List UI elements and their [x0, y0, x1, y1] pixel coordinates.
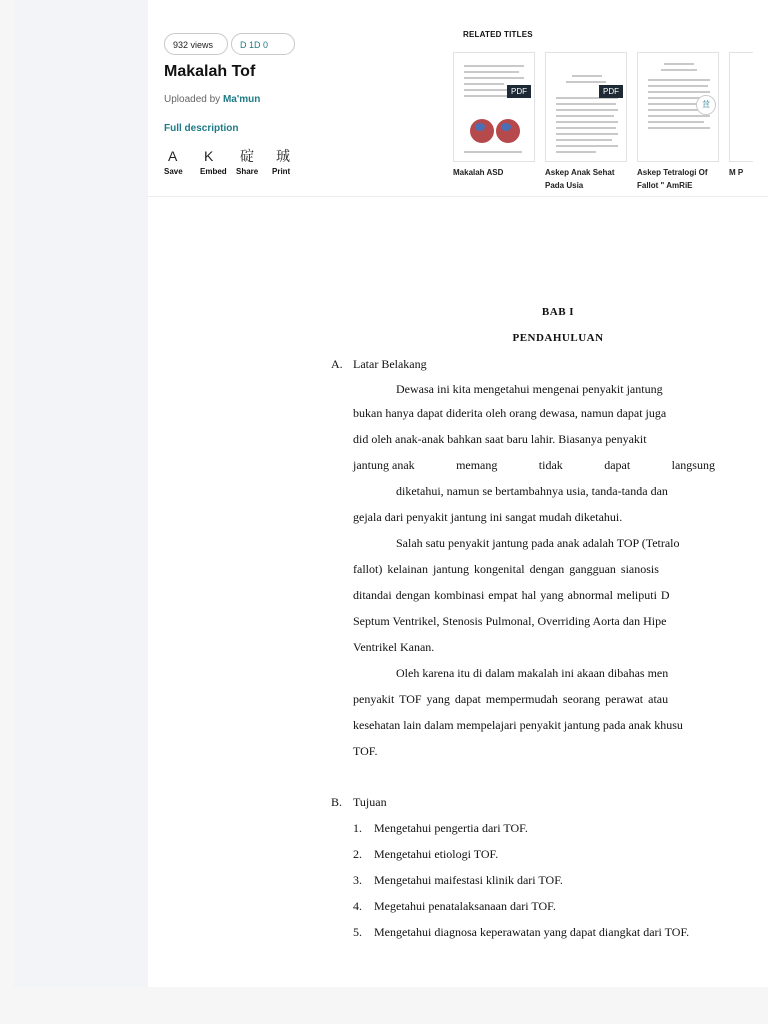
paragraph-line: Dewasa ini kita mengetahui mengenai penyakit jantung [396, 382, 663, 396]
document-viewer [148, 0, 768, 987]
list-item: Megetahui penatalaksanaan dari TOF. [374, 899, 556, 913]
full-description-link[interactable]: Full description [164, 123, 239, 134]
list-item: Mengetahui maifestasi klinik dari TOF. [374, 873, 563, 887]
views-count: 932 views [164, 33, 228, 55]
related-item-title: Makalah ASD [453, 168, 504, 177]
document-thumbnail [637, 52, 719, 162]
related-item-title: Askep Tetralogi Of Fallot " AmRiE [637, 168, 708, 190]
related-item[interactable] [637, 52, 719, 192]
related-item[interactable] [453, 52, 535, 179]
vote-buttons[interactable]: D 1D 0 [231, 33, 295, 55]
embed-label: Embed [200, 167, 227, 176]
list-item: Mengetahui diagnosa keperawatan yang dapat diangkat dari TOF. [374, 925, 690, 939]
paragraph-line: Ventrikel Kanan. [353, 640, 435, 654]
save-icon: A [168, 148, 178, 164]
word: jantung anak [353, 458, 415, 472]
related-item-title: Askep Anak Sehat Pada Usia [545, 168, 615, 190]
related-item[interactable] [545, 52, 627, 192]
save-button[interactable] [164, 148, 200, 176]
heart-illustration [468, 115, 522, 145]
left-rail [14, 0, 148, 987]
share-icon: 碇 [240, 148, 254, 164]
pdf-badge: PDF [599, 85, 623, 98]
share-label: Share [236, 167, 259, 176]
chapter-number: BAB I [541, 306, 575, 318]
save-label: Save [164, 167, 183, 176]
paragraph-line: did oleh anak-anak bahkan saat baru lahir. Biasanya penyakit [353, 432, 647, 446]
chapter-title: PENDAHULUAN [512, 332, 604, 344]
loading-badge: 荁 [696, 95, 716, 115]
paragraph-line: fallot) kelainan jantung kongenital dengan gangguan sianosis [353, 562, 659, 576]
paragraph-line: Salah satu penyakit jantung pada anak adalah TOP (Tetralo [396, 536, 680, 550]
related-titles-heading: RELATED TITLES [463, 30, 533, 39]
paragraph-line: Septum Ventrikel, Stenosis Pulmonal, Overriding Aorta dan Hipe [353, 614, 667, 628]
share-button[interactable] [236, 148, 272, 176]
word: tidak [538, 458, 563, 472]
list-item: Mengetahui pengertia dari TOF. [374, 821, 528, 835]
document-thumbnail [453, 52, 535, 162]
list-number: 4. [353, 899, 362, 913]
paragraph-line: kesehatan lain dalam mempelajari penyakit jantung pada anak khusu [353, 718, 683, 732]
pdf-badge: PDF [507, 85, 531, 98]
section-title: Tujuan [353, 795, 387, 809]
document-thumbnail [729, 52, 753, 162]
paragraph-line: penyakit TOF yang dapat mempermudah seorang perawat atau [353, 692, 669, 706]
paragraph-line: TOF. [353, 744, 378, 758]
embed-button[interactable] [200, 148, 236, 176]
print-icon: 珹 [276, 148, 290, 164]
word: dapat [604, 458, 631, 472]
header-divider [148, 196, 768, 197]
paragraph-line: ditandai dengan kombinasi empat hal yang abnormal meliputi D [353, 588, 670, 602]
section-title: Latar Belakang [353, 357, 427, 371]
related-item-title: M P [729, 168, 744, 177]
paragraph-line: Oleh karena itu di dalam makalah ini akaan dibahas men [396, 666, 669, 680]
uploader-link[interactable]: Ma'mun [222, 94, 261, 105]
list-number: 2. [353, 847, 362, 861]
list-number: 3. [353, 873, 362, 887]
paragraph-line: diketahui, namun se bertambahnya usia, tanda-tanda dan [396, 484, 668, 498]
document-thumbnail [545, 52, 627, 162]
related-titles-list [453, 52, 753, 197]
print-label: Print [272, 167, 291, 176]
document-title: Makalah Tof [164, 63, 256, 80]
word: langsung [671, 458, 715, 472]
paragraph-line [353, 458, 715, 473]
uploader-line [164, 94, 260, 105]
embed-icon: K [204, 148, 214, 164]
paragraph-line: bukan hanya dapat diderita oleh orang dewasa, namun dapat juga [353, 406, 667, 420]
uploaded-by-label: Uploaded by [164, 94, 221, 105]
word: memang [456, 458, 498, 472]
section-letter: A. [331, 357, 343, 371]
section-letter: B. [331, 795, 343, 809]
paragraph-line: gejala dari penyakit jantung ini sangat mudah diketahui. [353, 510, 623, 524]
list-number: 5. [353, 925, 362, 939]
list-number: 1. [353, 821, 362, 835]
action-bar [164, 148, 308, 176]
print-button[interactable] [272, 148, 308, 176]
list-item: Mengetahui etiologi TOF. [374, 847, 499, 861]
related-item[interactable] [729, 52, 753, 179]
